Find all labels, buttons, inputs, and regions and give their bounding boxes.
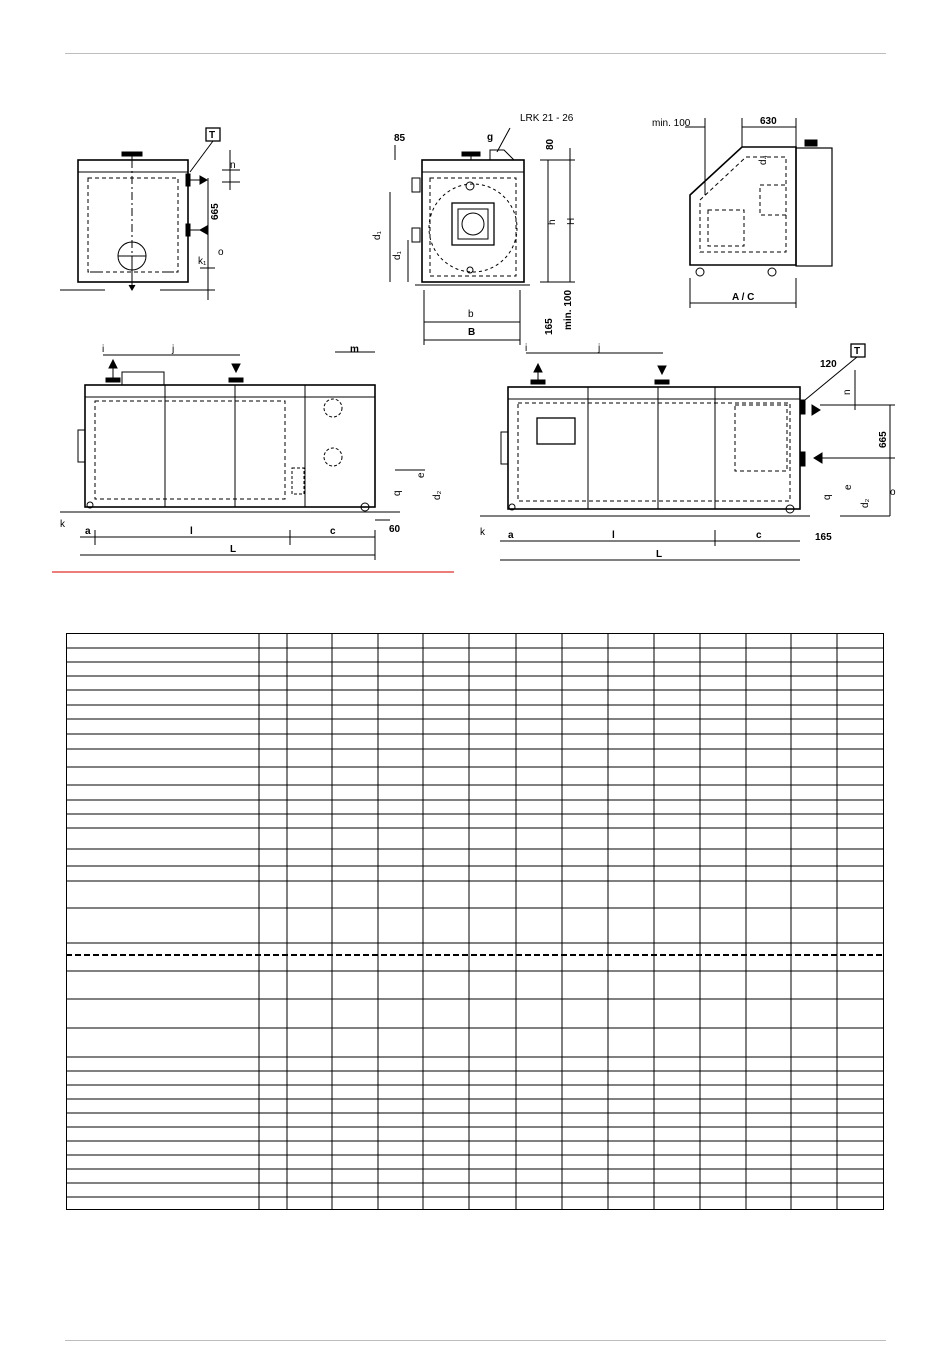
label-e-right: e [843, 484, 854, 490]
label-j-right: j [598, 343, 601, 354]
label-665-right: 665 [878, 431, 889, 448]
label-a-right: a [508, 530, 514, 541]
label-T-left: T [209, 130, 216, 141]
label-d1-inner: d₁ [392, 251, 403, 260]
label-o-left: o [218, 247, 224, 258]
long-view-right-drawing [480, 344, 895, 560]
label-665-left: 665 [210, 203, 221, 220]
label-165-right: 165 [815, 532, 832, 543]
label-q-left: q [392, 490, 403, 496]
label-l-right: l [612, 530, 615, 541]
label-k-left: k [60, 519, 65, 530]
label-L-right: L [656, 549, 663, 560]
label-a-left: a [85, 526, 91, 537]
label-60: 60 [389, 524, 401, 535]
label-o-right: o [890, 487, 896, 498]
label-e-left: e [416, 472, 427, 478]
burner-side-view-drawing [390, 128, 575, 345]
label-d1-outer: d₁ [372, 231, 383, 240]
label-k1: k₁ [198, 256, 207, 267]
label-H: H [566, 217, 577, 225]
label-d4: d₄ [758, 155, 769, 165]
label-c-left: c [330, 526, 336, 537]
label-85: 85 [394, 133, 406, 144]
label-g: g [487, 132, 494, 143]
label-L-left: L [230, 544, 237, 555]
table-frame [67, 634, 884, 1210]
label-k-right: k [480, 527, 485, 538]
label-d2-right: d₂ [860, 498, 871, 508]
dimensions-table [66, 633, 884, 1210]
label-n-left: n [230, 160, 236, 171]
label-lrk: LRK 21 - 26 [520, 113, 574, 124]
label-b: b [468, 309, 474, 320]
label-l-left: l [190, 526, 193, 537]
label-630: 630 [760, 116, 777, 127]
label-m: m [350, 344, 359, 355]
label-j-left: j [172, 344, 175, 355]
label-T-right: T [854, 346, 861, 357]
technical-drawings [0, 0, 950, 630]
label-i-right: i [525, 343, 528, 354]
label-AC: A / C [732, 292, 755, 303]
long-view-left-drawing [52, 352, 454, 572]
label-h: h [547, 219, 558, 225]
label-80: 80 [545, 138, 556, 150]
label-120: 120 [820, 359, 837, 370]
label-n-right: n [842, 389, 853, 395]
label-c-right: c [756, 530, 762, 541]
label-min100: min. 100 [652, 118, 691, 129]
label-i-left: i [102, 344, 105, 355]
footer-rule [65, 1340, 886, 1341]
label-165-top: 165 [544, 318, 555, 335]
label-B: B [468, 327, 476, 338]
label-d2-left: d₂ [432, 490, 443, 500]
label-min100-vertical: min. 100 [563, 289, 574, 330]
label-q-right: q [822, 494, 833, 500]
angled-side-view-drawing [685, 118, 832, 308]
